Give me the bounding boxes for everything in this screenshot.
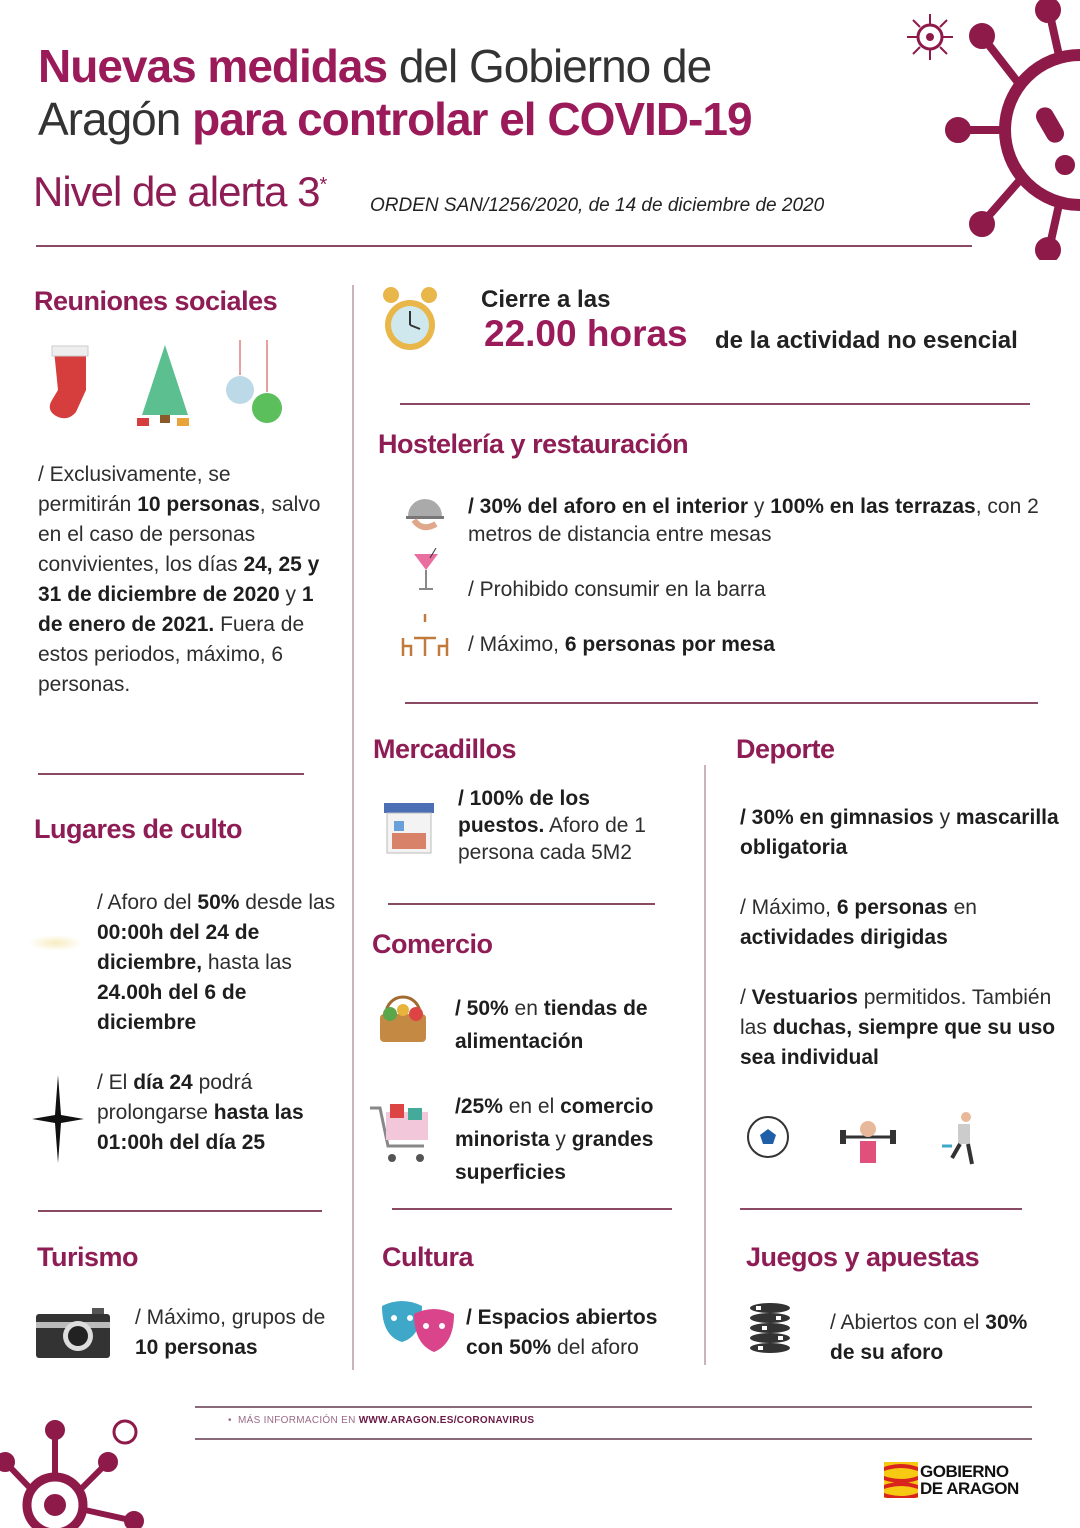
section-heading-juegos: Juegos y apuestas: [746, 1242, 980, 1272]
text-segment: día 24: [133, 1071, 193, 1094]
shopping-cart-icon: [368, 1100, 434, 1166]
text-segment: para controlar el COVID-19: [192, 93, 752, 145]
christmas-decorations-icon: [42, 340, 292, 430]
cierre-label: Cierre a las: [481, 286, 611, 313]
footer-info-link[interactable]: WWW.ARAGON.ES/CORONAVIRUS: [358, 1415, 535, 1426]
text-segment: 50%: [197, 891, 240, 914]
text-segment: 100% en las terrazas: [770, 495, 976, 518]
text-segment: Fuera de estos periodos, máximo, 6 personas.: [38, 613, 305, 696]
page-title: [38, 40, 858, 146]
text-segment: en el: [502, 1095, 561, 1118]
section-heading-reuniones: Reuniones sociales: [34, 286, 278, 316]
text-segment: y: [748, 495, 771, 518]
mercadillos-text: [458, 785, 678, 866]
hosteleria-item-1: [468, 493, 1048, 549]
weightlifting-icon: [838, 1115, 898, 1167]
culto-item-2: [97, 1068, 342, 1158]
text-segment: / 30% del aforo en el interior: [468, 495, 749, 518]
text-segment: 24.00h del 6 de diciembre: [97, 981, 247, 1034]
footer-info-prefix: MÁS INFORMACIÓN EN: [237, 1415, 359, 1426]
theater-masks-icon: [380, 1300, 456, 1356]
logo-line-2: DE ARAGON: [920, 1479, 1019, 1498]
text-segment: , salvo en el caso de personas convivientes, los días: [38, 493, 321, 576]
turismo-text: [135, 1303, 335, 1363]
casino-chips-icon: [748, 1302, 792, 1358]
text-segment: / El: [97, 1071, 134, 1094]
deporte-item-1: [740, 803, 1060, 863]
grocery-basket-icon: [376, 992, 430, 1046]
runner-icon: [940, 1110, 980, 1170]
text-segment: Aforo de 1 persona cada 5M2: [458, 814, 646, 864]
text-segment: del Gobierno de: [387, 40, 712, 92]
text-segment: Vestuarios: [751, 986, 858, 1009]
alert-level: [33, 168, 326, 216]
text-segment: 10 personas: [137, 493, 260, 516]
section-heading-comercio: Comercio: [372, 929, 493, 959]
virus-icon-bottom: [0, 1410, 150, 1528]
section-heading-deporte: Deporte: [736, 734, 835, 764]
hosteleria-item-2: [468, 575, 766, 605]
text-segment: en: [508, 997, 544, 1020]
text-segment: y: [549, 1128, 572, 1151]
text-segment: en: [947, 896, 977, 919]
column-divider: [352, 285, 354, 1370]
reuniones-text: [38, 460, 323, 700]
divider: [392, 1208, 672, 1210]
text-segment: grandes superficies: [455, 1128, 654, 1184]
divider: [400, 403, 1030, 405]
section-heading-turismo: Turismo: [37, 1242, 139, 1272]
footer-divider-top: [195, 1406, 1032, 1408]
cultura-text: [466, 1303, 696, 1363]
text-segment: / Prohibido consumir en la barra: [468, 578, 766, 601]
text-segment: actividades dirigidas: [740, 926, 948, 949]
text-segment: y: [279, 583, 302, 606]
small-virus-icon: [905, 12, 955, 62]
text-segment: Aragón: [38, 93, 193, 145]
table-chairs-icon: [400, 612, 450, 658]
alert-asterisk: *: [319, 174, 327, 196]
logo-line-1: GOBIERNO: [920, 1462, 1009, 1481]
text-segment: , con 2 metros de distancia entre mesas: [468, 495, 1039, 546]
column-divider: [704, 765, 706, 1365]
text-segment: 30% de su aforo: [830, 1311, 1028, 1364]
text-segment: permitidos. También las: [740, 986, 1052, 1039]
text-segment: / Aforo del: [97, 891, 198, 914]
cierre-suffix: de la actividad no esencial: [715, 327, 1018, 354]
text-segment: mascarilla obligatoria: [740, 806, 1059, 859]
hosteleria-item-3: [468, 630, 775, 660]
juegos-text: [830, 1308, 1050, 1368]
text-segment: / Máximo,: [468, 633, 565, 656]
footer-info: [228, 1415, 534, 1426]
text-segment: / 30% en gimnasios: [740, 806, 934, 829]
text-segment: / Exclusivamente, se permitirán: [38, 463, 231, 516]
text-segment: / Espacios abiertos con 50%: [466, 1306, 658, 1359]
text-segment: comercio minorista: [455, 1095, 654, 1151]
text-segment: / 50%: [455, 997, 509, 1020]
text-segment: 00:00h del 24 de diciembre,: [97, 921, 260, 974]
aragon-flag-icon: [884, 1462, 918, 1498]
text-segment: desde las: [239, 891, 336, 914]
text-segment: 6 personas por mesa: [564, 633, 775, 656]
text-segment: /25%: [455, 1095, 503, 1118]
text-segment: 24, 25 y 31 de diciembre de 2020: [38, 553, 320, 606]
text-segment: / Abiertos con el: [830, 1311, 986, 1334]
text-segment: hasta las: [202, 951, 292, 974]
text-segment: Nuevas medidas: [38, 40, 388, 92]
text-segment: 6 personas: [836, 896, 948, 919]
header-divider: [36, 245, 972, 247]
camera-icon: [36, 1308, 110, 1358]
divider: [740, 1208, 1022, 1210]
text-segment: hasta las 01:00h del día 25: [97, 1101, 304, 1154]
cierre-time: 22.00 horas: [484, 313, 688, 354]
divider: [388, 903, 655, 905]
text-segment: podrá prolongarse: [97, 1071, 253, 1124]
divider: [38, 1210, 322, 1212]
cocktail-icon: [412, 548, 440, 594]
glow-star-icon: [28, 935, 83, 951]
text-segment: / Máximo, grupos de: [135, 1306, 326, 1329]
text-segment: /: [740, 986, 752, 1009]
footer-divider-bottom: [195, 1438, 1032, 1440]
comercio-item-1: [455, 992, 690, 1058]
comercio-item-2: [455, 1090, 700, 1189]
text-segment: tiendas de alimentación: [455, 997, 648, 1053]
text-segment: y: [933, 806, 956, 829]
deporte-item-2: [740, 893, 1060, 953]
deporte-item-3: [740, 983, 1070, 1073]
text-segment: / Máximo,: [740, 896, 837, 919]
text-segment: 1 de enero de 2021.: [38, 583, 314, 636]
market-stall-icon: [384, 803, 434, 855]
soccer-ball-icon: [746, 1115, 790, 1159]
sparkle-star-icon: [32, 1075, 84, 1163]
divider: [405, 702, 1038, 704]
text-segment: duchas, siempre que su uso sea individual: [740, 1016, 1056, 1069]
text-segment: 10 personas: [135, 1336, 258, 1359]
section-heading-culto: Lugares de culto: [34, 814, 243, 844]
text-segment: / 100% de los puestos.: [458, 787, 590, 837]
bullet: •: [228, 1415, 238, 1426]
alarm-clock-icon: [380, 283, 440, 359]
divider: [38, 773, 304, 775]
serving-cloche-icon: [404, 490, 446, 534]
section-heading-cultura: Cultura: [382, 1242, 473, 1272]
section-heading-hosteleria: Hostelería y restauración: [378, 429, 689, 459]
culto-item-1: [97, 888, 347, 1038]
virus-icon: [940, 0, 1080, 260]
text-segment: del aforo: [551, 1336, 639, 1359]
section-heading-mercadillos: Mercadillos: [373, 734, 517, 764]
alert-level-text: Nivel de alerta 3: [33, 168, 320, 215]
gobierno-aragon-logo: [884, 1462, 1019, 1498]
order-reference: ORDEN SAN/1256/2020, de 14 de diciembre de 2020: [370, 195, 825, 216]
